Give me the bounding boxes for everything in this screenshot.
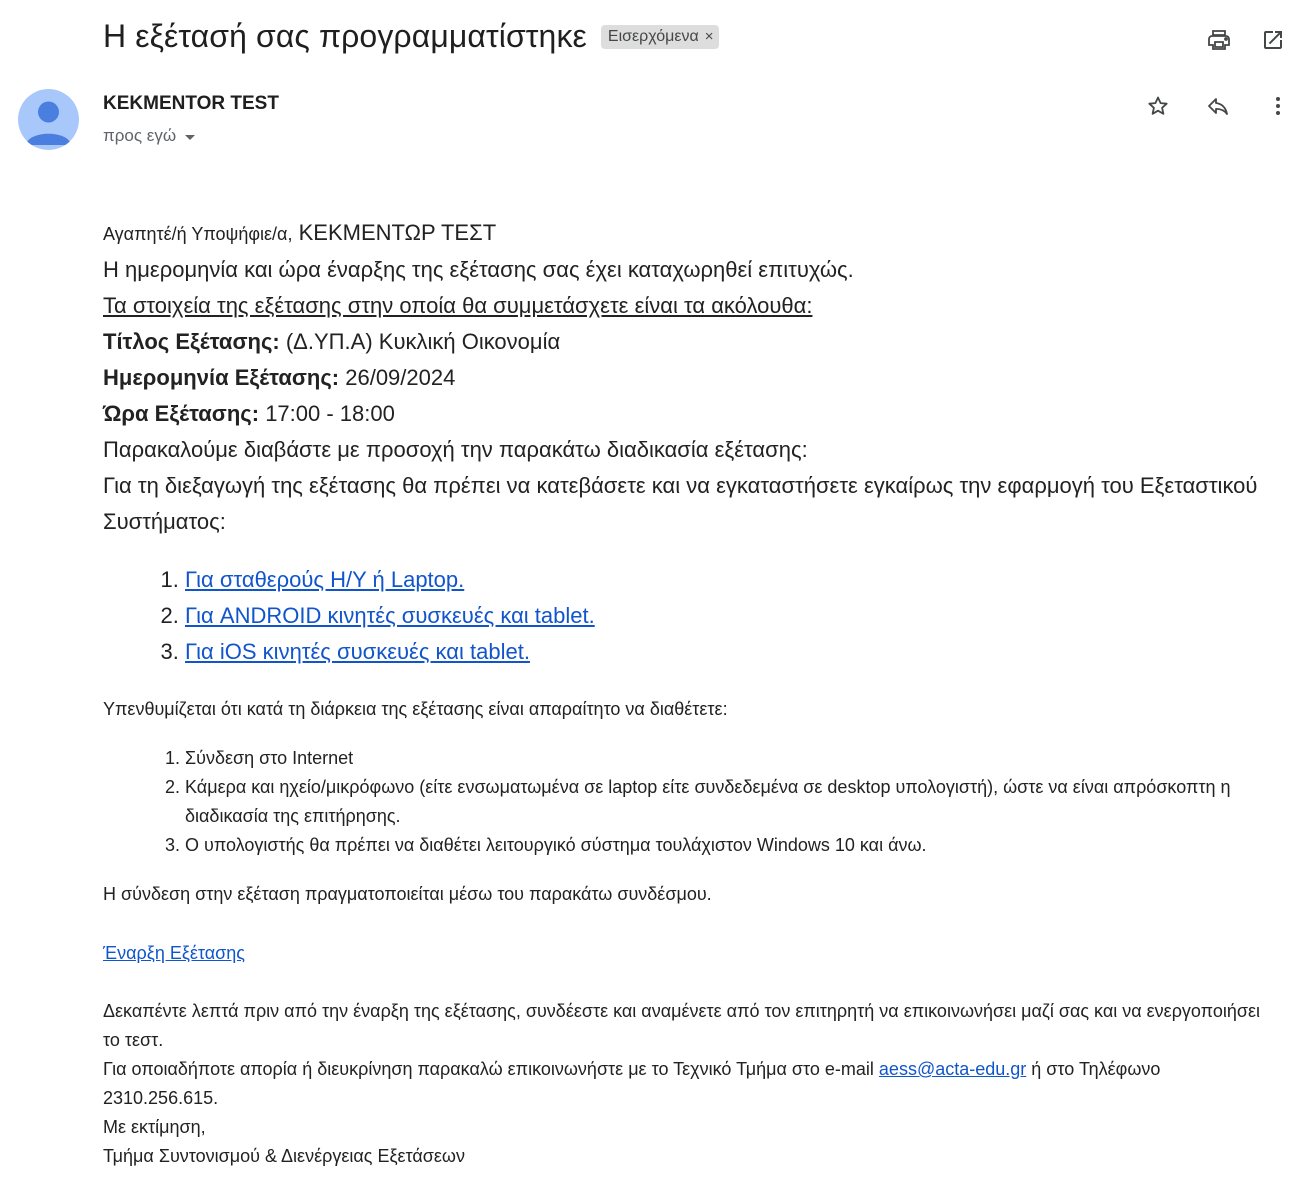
support-prefix: Για οποιαδήποτε απορία ή διευκρίνηση παρακαλώ επικοινωνήστε με το Τεχνικό Τμήμα στο e-mail: [103, 1059, 874, 1079]
person-icon: [18, 89, 79, 150]
label-chip-text: Εισερχόμενα: [607, 27, 699, 45]
regards-line: Με εκτίμηση,: [103, 1117, 206, 1137]
exam-time-value: 17:00 - 18:00: [265, 401, 395, 426]
exam-title-value: (Δ.ΥΠ.Α) Κυκλική Οικονομία: [285, 329, 561, 354]
exam-title-line: [103, 324, 1273, 360]
reply-icon[interactable]: [1202, 90, 1234, 122]
download-link-ios[interactable]: Για iOS κινητές συσκευές και tablet.: [185, 639, 530, 664]
subject-row: [103, 18, 719, 55]
sender-avatar[interactable]: [18, 89, 79, 150]
recipient-line: [103, 125, 196, 147]
read-carefully-line: Παρακαλούμε διαβάστε με προσοχή την παρακάτω διαδικασία εξέτασης:: [103, 437, 808, 462]
list-item: [185, 634, 1273, 670]
greeting-prefix: Αγαπητέ/ή Υποψήφιε/α,: [103, 224, 293, 244]
connect-text: Η σύνδεση στην εξέταση πραγματοποιείται μέσω του παρακάτω συνδέσμου.: [103, 884, 712, 904]
email-subject: Η εξέτασή σας προγραμματίστηκε: [103, 18, 587, 54]
exam-title-label: Τίτλος Εξέτασης:: [103, 329, 280, 354]
more-vert-icon[interactable]: [1262, 90, 1294, 122]
remove-label-icon[interactable]: ×: [704, 28, 714, 45]
details-intro-line: [103, 288, 1273, 324]
list-item: 2. Κάμερα και ηχείο/μικρόφωνο (είτε ενσωματωμένα σε laptop είτε συνδεδεμένα σε desktop υπολογιστή), ώστε να είναι απρόσκοπτη η διαδικασία της επιτήρησης.: [185, 773, 1273, 831]
exam-date-label: Ημερομηνία Εξέτασης:: [103, 365, 340, 390]
list-item: [185, 598, 1273, 634]
download-instructions: Για τη διεξαγωγή της εξέτασης θα πρέπει να κατεβάσετε και να εγκαταστήσετε εγκαίρως την εφαρμογή του Εξεταστικού Συστήματος:: [103, 473, 1258, 534]
chevron-down-icon[interactable]: [184, 127, 196, 147]
sender-name[interactable]: KEKMENTOR TEST: [103, 93, 279, 114]
list-item: 3. Ο υπολογιστής θα πρέπει να διαθέτει λειτουργικό σύστημα τουλάχιστον Windows 10 και άνω.: [185, 831, 1273, 860]
open-in-new-window-icon[interactable]: [1257, 24, 1289, 56]
fifteen-minutes-text: Δεκαπέντε λεπτά πριν από την έναρξη της εξέτασης, συνδέεστε και αναμένετε από τον επιτηρητή να επικοινωνήσει μαζί σας και να ενεργοποιήσει το τεστ.: [103, 1001, 1261, 1050]
registered-line: Η ημερομηνία και ώρα έναρξης της εξέτασης σας έχει καταχωρηθεί επιτυχώς.: [103, 257, 854, 282]
exam-date-line: [103, 360, 1273, 396]
download-links-list: [103, 562, 1273, 670]
exam-time-line: [103, 396, 1273, 432]
support-line: [103, 1055, 1273, 1113]
list-item: 1. Σύνδεση στο Internet: [185, 744, 1273, 773]
signature-line: Τμήμα Συντονισμού & Διενέργειας Εξετάσεων: [103, 1146, 465, 1166]
star-icon[interactable]: [1142, 90, 1174, 122]
exam-date-value: 26/09/2024: [345, 365, 456, 390]
candidate-name: ΚΕΚΜΕΝΤΩΡ ΤΕΣΤ: [298, 220, 497, 245]
start-exam-line: [103, 939, 1273, 968]
download-link-desktop[interactable]: Για σταθερούς Η/Υ ή Laptop.: [185, 567, 465, 592]
print-icon[interactable]: [1203, 24, 1235, 56]
list-item: [185, 562, 1273, 598]
greeting-line: [103, 215, 1273, 252]
label-chip-inbox[interactable]: [601, 25, 720, 49]
support-email-link[interactable]: aess@acta-edu.gr: [878, 1059, 1027, 1079]
support-suffix: ή στο Τηλέφωνο 2310.256.615.: [103, 1059, 1161, 1108]
reminder-line: Υπενθυμίζεται ότι κατά τη διάρκεια της εξέτασης είναι απαραίτητο να διαθέτετε:: [103, 699, 728, 719]
exam-time-label: Ώρα Εξέτασης:: [103, 401, 260, 426]
recipient-text: προς εγώ: [103, 126, 177, 145]
header-actions: [1181, 24, 1295, 56]
download-link-android[interactable]: Για ANDROID κινητές συσκευές και tablet.: [185, 603, 595, 628]
details-intro-text: Τα στοιχεία της εξέτασης στην οποία θα συμμετάσχετε είναι τα ακόλουθα:: [103, 293, 813, 318]
message-actions: [1114, 90, 1295, 122]
start-exam-link[interactable]: Έναρξη Εξέτασης: [103, 943, 245, 963]
requirements-list: [103, 744, 1273, 860]
email-body: [103, 215, 1273, 1171]
